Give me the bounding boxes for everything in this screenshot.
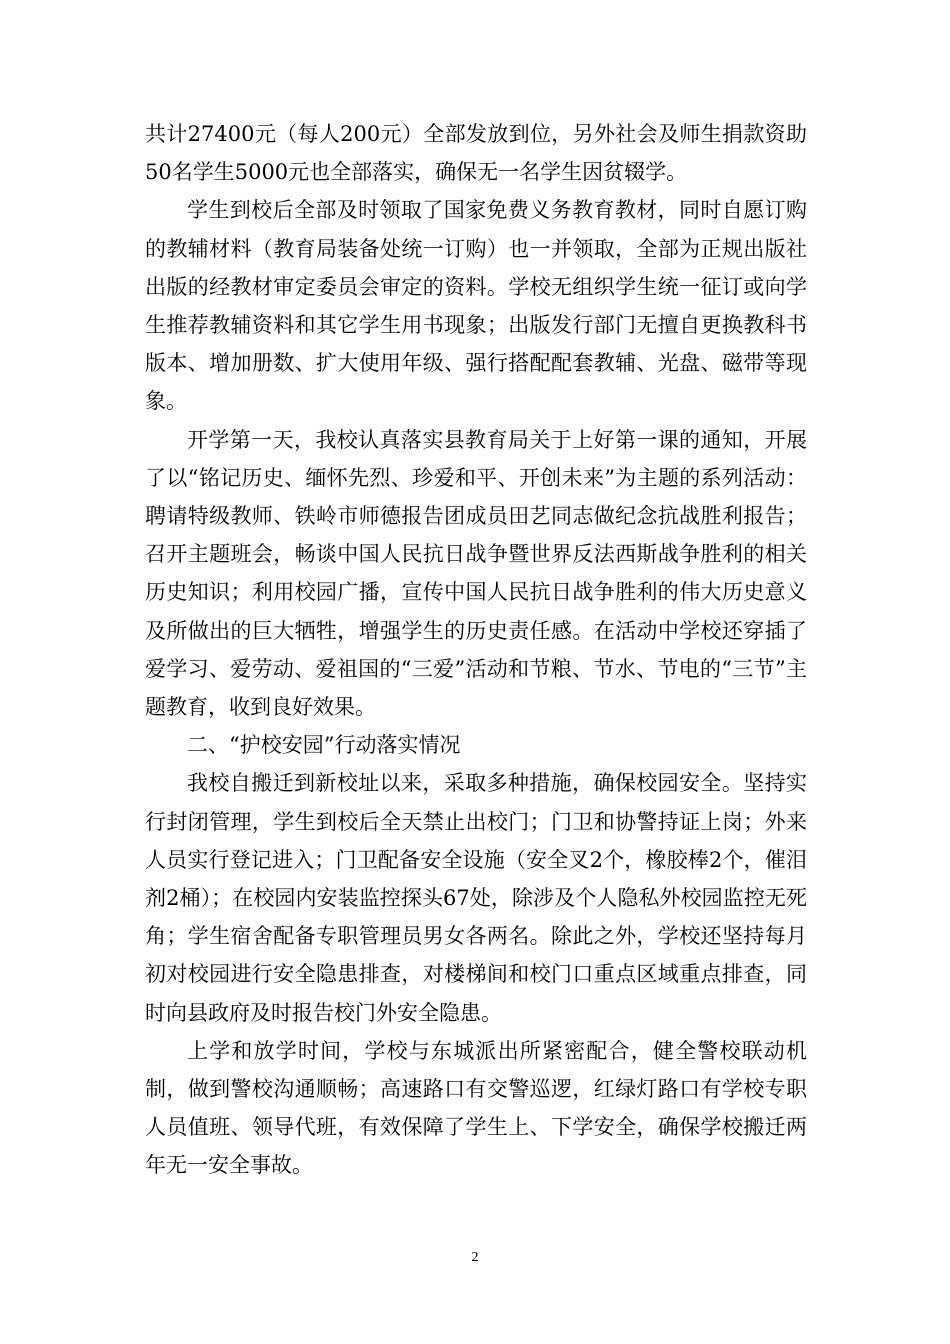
- section-heading: 二、“护校安园”行动落实情况: [187, 733, 461, 758]
- page-number: 2: [471, 1250, 479, 1265]
- paragraph-3: 开学第一天，我校认真落实县教育局关于上好第一课的通知，开展了以“铭记历史、缅怀先烈、珍爱和平、开创未来”为主题的系列活动：聘请特级教师、铁岭市师德报告团成员田艺同志做纪念抗战胜利报告；召开主题班会，畅谈中国人民抗日战争暨世界反法西斯战争胜利的相关历史知识；利用校园广播，宣传中国人民抗日战争胜利的伟大历史意义及所做出的巨大牺牲，增强学生的历史责任感。在活动中学校还穿插了爱学习、爱劳动、爱祖国的“三爱”活动和节粮、节水、节电的“三节”主题教育，收到良好效果。: [145, 427, 807, 720]
- paragraph-1: 共计27400元（每人200元）全部发放到位，另外社会及师生捐款资助50名学生5000元也全部落实，确保无一名学生因贫辍学。: [145, 122, 807, 185]
- paragraph-4: 我校自搬迁到新校址以来，采取多种措施，确保校园安全。坚持实行封闭管理，学生到校后全天禁止出校门；门卫和协警持证上岗；外来人员实行登记进入；门卫配备安全设施（安全叉2个，橡胶棒2个，催泪剂2桶）；在校园内安装监控探头67处，除涉及个人隐私外校园监控无死角；学生宿舍配备专职管理员男女各两名。除此之外，学校还坚持每月初对校园进行安全隐患排查，对楼梯间和校门口重点区域重点排查，同时向县政府及时报告校门外安全隐患。: [145, 771, 807, 1025]
- paragraph-2: 学生到校后全部及时领取了国家免费义务教育教材，同时自愿订购的教辅材料（教育局装备处统一订购）也一并领取，全部为正规出版社出版的经教材审定委员会审定的资料。学校无组织学生统一征订或向学生推荐教辅资料和其它学生用书现象；出版发行部门无擅自更换教科书版本、增加册数、扩大使用年级、强行搭配配套教辅、光盘、磁带等现象。: [145, 198, 807, 414]
- document-body: [145, 115, 807, 1185]
- paragraph-5: 上学和放学时间，学校与东城派出所紧密配合，健全警校联动机制，做到警校沟通顺畅；高速路口有交警巡逻，红绿灯路口有学校专职人员值班、领导代班，有效保障了学生上、下学安全，确保学校搬迁两年无一安全事故。: [145, 1038, 807, 1178]
